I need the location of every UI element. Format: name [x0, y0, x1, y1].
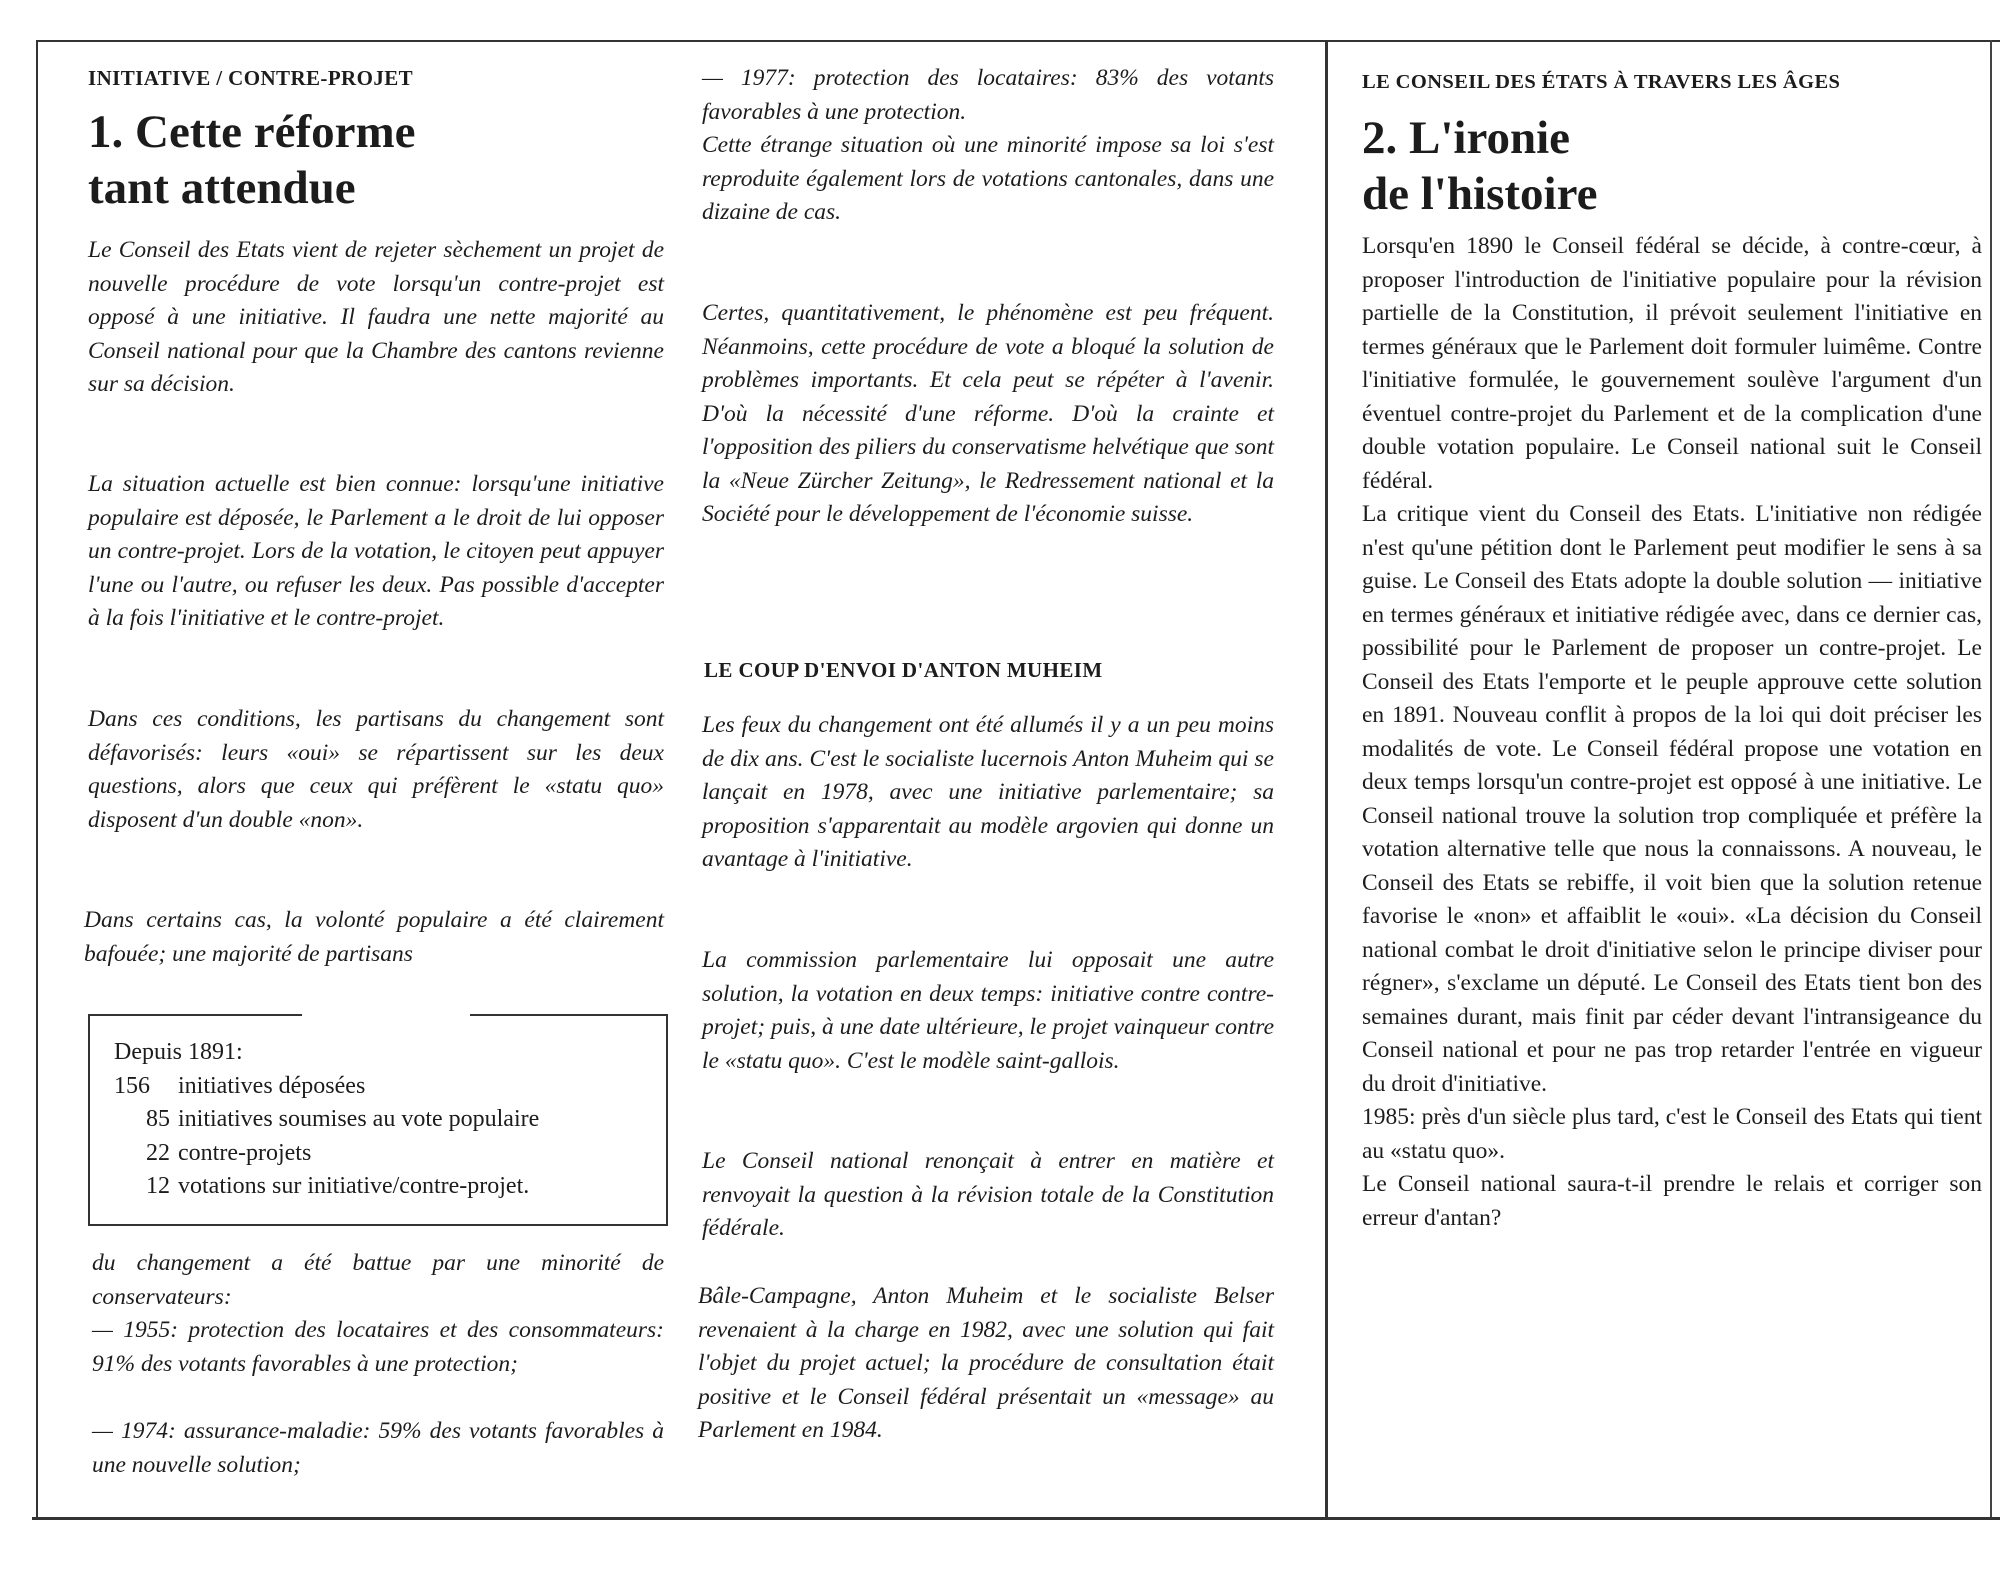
stats-label: contre-projets [178, 1139, 312, 1166]
left-title-line2: tant attendue [88, 162, 356, 214]
left-title-line1: 1. Cette réforme [88, 106, 416, 158]
left-col1-p1: Le Conseil des Etats vient de rejeter sèchement un projet de nouvelle procédure de vote lorsqu'un contre-projet est opposé à une initiative. Il faudra une nette majorité au Conseil national pour que la Chambre des cantons revienne sur sa décision. [88, 237, 664, 397]
left-col2-p4: Les feux du changement ont été allumés il y a un peu moins de dix ans. C'est le socialiste lucernois Anton Muheim qui se lançait en 1978, avec une initiative parlementaire; sa proposition s'apparentait au modèle argovien qui donne un avantage à l'initiative. [702, 712, 1274, 872]
right-paragraph: Le Conseil national saura-t-il prendre le relais et corriger son erreur d'antan? [1362, 1171, 1982, 1231]
right-paragraph: Lorsqu'en 1890 le Conseil fédéral se décide, à contre-cœur, à proposer l'introduction de l'initiative populaire pour la révision partielle de la Constitution, il prévoit seulement l'initiative en termes généraux que le Parlement doit formuler luimême. Contre l'initiative formulée, le gouvernement soulève l'argument d'un éventuel contre-projet du Parlement et de la complication d'une double votation populaire. Le Conseil national suit le Conseil fédéral. [1362, 233, 1982, 494]
stats-row [114, 1170, 539, 1204]
right-paragraph: La critique vient du Conseil des Etats. L'initiative non rédigée n'est qu'une pétition dont le Parlement peut modifier le sens à sa guise. Le Conseil des Etats adopte la double solution — initiative en termes généraux et initiative rédigée avec, dans ce dernier cas, possibilité pour le Parlement de proposer un contre-projet. Le Conseil des Etats l'emporte et le peuple approuve cette solution en 1891. Nouveau conflit à propos de la loi qui doit préciser les modalités de vote. Le Conseil fédéral propose une votation en deux temps lorsqu'un contre-projet est opposé à une initiative. Le Conseil national trouve la solution trop compliquée et préfère la votation alternative telle que nous la connaissons. A nouveau, le Conseil des Etats se rebiffe, il voit bien que la solution retenue favorise le «non» et affaiblit le «oui». «La décision du Conseil national combat le droit d'initiative selon le principe diviser pour régner», s'exclame un député. Le Conseil des Etats tient bon des semaines durant, mais finit par céder devant l'intransigeance du Conseil national et pour ne pas trop retarder l'entrée en vigueur du droit d'initiative. [1362, 501, 1982, 1097]
left-col1-p2: La situation actuelle est bien connue: lorsqu'une initiative populaire est déposée, le Parlement a le droit de lui opposer un contre-projet. Lors de la votation, le citoyen peut appuyer l'une ou l'autre, ou refuser les deux. Pas possible d'accepter à la fois l'initiative et le contre-projet. [88, 471, 664, 631]
right-title [1362, 110, 1597, 222]
column-divider-rule [1325, 40, 1328, 1520]
left-col2-p6: Le Conseil national renonçait à entrer en matière et renvoyait la question à la révision totale de la Constitution fédérale. [702, 1148, 1274, 1241]
stats-box [88, 1014, 668, 1226]
left-title [88, 104, 415, 216]
left-col2-p1: — 1977: protection des locataires: 83% des votants favorables à une protection. [702, 65, 1274, 125]
stats-number: 22 [146, 1139, 170, 1166]
stats-label: votations sur initiative/contre-projet. [178, 1173, 530, 1199]
stats-number: 85 [146, 1106, 170, 1132]
box-border-gap [302, 1012, 470, 1020]
stats-row [114, 1103, 539, 1137]
frame-right-rule [1990, 40, 1992, 1520]
left-col2-p2: Cette étrange situation où une minorité impose sa loi s'est reproduite également lors de votations cantonales, dans une dizaine de cas. [702, 132, 1274, 225]
stats-box-content [114, 1036, 539, 1204]
frame-left-rule [36, 40, 38, 1520]
right-title-line1: 2. L'ironie [1362, 112, 1571, 164]
right-title-line2: de l'histoire [1362, 168, 1598, 220]
left-col1-p6: — 1955: protection des locataires et des consommateurs: 91% des votants favorables à une protection; [92, 1317, 664, 1377]
left-col1-p3: Dans ces conditions, les partisans du changement sont défavorisés: leurs «oui» se répartissent sur les deux questions, alors que ceux qui préfèrent le «statu quo» disposent d'un double «non». [88, 706, 664, 833]
right-paragraph: 1985: près d'un siècle plus tard, c'est le Conseil des Etats qui tient au «statu quo». [1362, 1104, 1982, 1164]
stats-label: initiatives déposées [178, 1072, 366, 1099]
left-col2-p5: La commission parlementaire lui opposait une autre solution, la votation en deux temps: initiative contre contre-projet; puis, à une date ultérieure, le projet vainqueur contre le «statu quo». C'est le modèle saint-gallois. [702, 947, 1274, 1074]
left-col1-p5: du changement a été battue par une minorité de conservateurs: [92, 1250, 664, 1310]
stats-row [114, 1137, 539, 1171]
stats-number: 12 [146, 1173, 170, 1199]
left-col2-p3: Certes, quantitativement, le phénomène est peu fréquent. Néanmoins, cette procédure de vote a bloqué la solution de problèmes importants. Et cela peut se répéter à l'avenir. D'où la nécessité d'une réforme. D'où la crainte et l'opposition des piliers du conservatisme helvétique que sont la «Neue Zürcher Zeitung», le Redressement national et la Société pour le développement de l'économie suisse. [702, 300, 1274, 527]
left-kicker: INITIATIVE / CONTRE-PROJET [88, 66, 414, 90]
left-col1-p7: — 1974: assurance-maladie: 59% des votants favorables à une nouvelle solution; [92, 1418, 664, 1478]
stats-heading: Depuis 1891: [114, 1039, 243, 1065]
stats-row [114, 1070, 539, 1104]
stats-label: initiatives soumises au vote populaire [178, 1106, 540, 1132]
right-kicker: LE CONSEIL DES ÉTATS À TRAVERS LES ÂGES [1362, 71, 1841, 93]
stats-number: 156 [114, 1072, 150, 1099]
frame-bottom-rule [32, 1517, 2000, 1520]
frame-top-rule [38, 40, 2000, 42]
right-body [1362, 230, 1982, 1235]
left-subhead: LE COUP D'ENVOI D'ANTON MUHEIM [704, 658, 1103, 682]
left-col1-p4: Dans certains cas, la volonté populaire a été clairement bafouée; une majorité de partisans [84, 907, 664, 967]
left-col2-p7: Bâle-Campagne, Anton Muheim et le socialiste Belser revenaient à la charge en 1982, avec une solution qui fait l'objet du projet actuel; la procédure de consultation était positive et le Conseil fédéral présentait un «message» au Parlement en 1984. [698, 1283, 1274, 1443]
